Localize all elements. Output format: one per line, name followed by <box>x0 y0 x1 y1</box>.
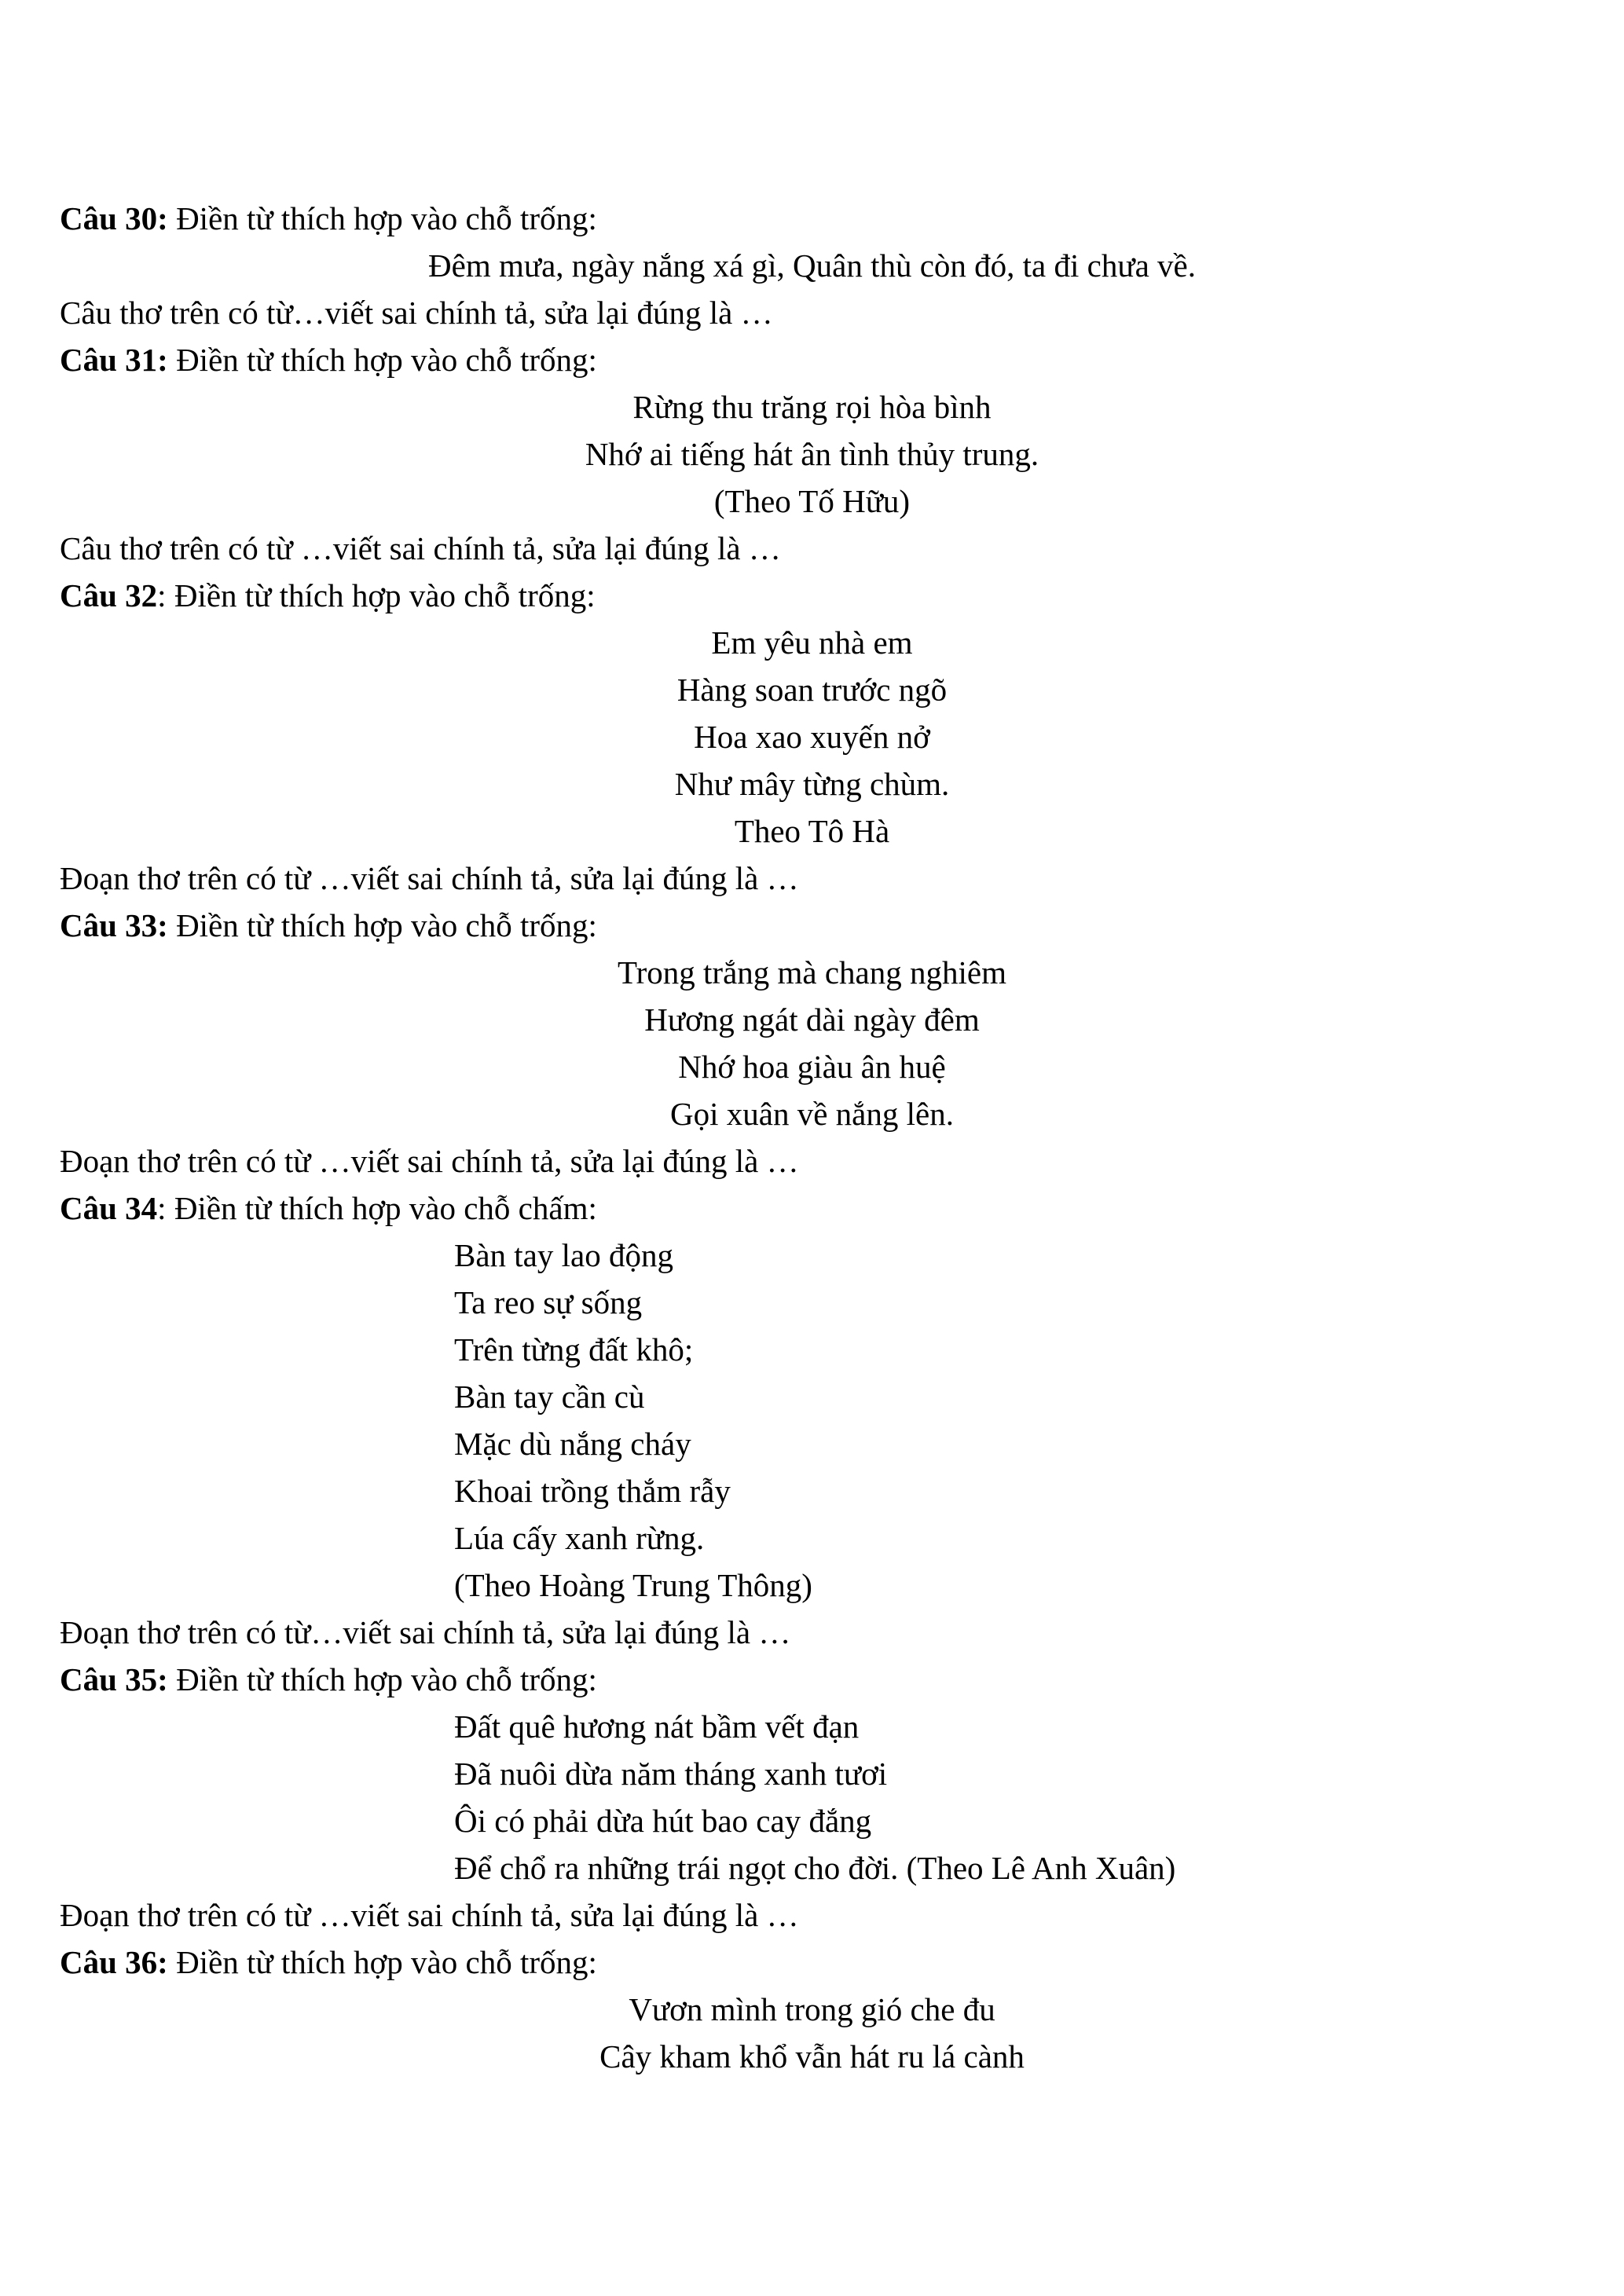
question-36-verse-line: Cây kham khổ vẫn hát ru lá cành <box>599 2038 1025 2074</box>
question-36-heading <box>60 1939 597 1986</box>
question-31-verse-line: Nhớ ai tiếng hát ân tình thủy trung. <box>585 436 1039 472</box>
question-32-prompt: : Điền từ thích hợp vào chỗ trống: <box>157 577 596 613</box>
question-32-verse-line: Như mây từng chùm. <box>674 766 950 802</box>
question-34-verse-line: Khoai trồng thắm rẫy <box>454 1473 731 1509</box>
question-31-answer-line: Câu thơ trên có từ …viết sai chính tả, sửa lại đúng là … <box>60 530 781 566</box>
question-32-answer-line: Đoạn thơ trên có từ …viết sai chính tả, sửa lại đúng là … <box>60 860 799 896</box>
question-33-prompt: Điền từ thích hợp vào chỗ trống: <box>167 907 597 943</box>
question-31-prompt: Điền từ thích hợp vào chỗ trống: <box>167 342 597 378</box>
question-35-verse-line: Đã nuôi dừa năm tháng xanh tươi <box>454 1756 888 1792</box>
question-34-heading <box>60 1185 597 1232</box>
question-32-verse-line: Em yêu nhà em <box>711 624 913 661</box>
question-34-source: (Theo Hoàng Trung Thông) <box>454 1567 812 1603</box>
question-31-heading <box>60 336 597 383</box>
question-30-prompt: Điền từ thích hợp vào chỗ trống: <box>167 200 597 236</box>
question-30-heading <box>60 195 597 242</box>
question-34-answer-line: Đoạn thơ trên có từ…viết sai chính tả, sửa lại đúng là … <box>60 1614 791 1650</box>
question-32-verse-line: Hàng soan trước ngõ <box>676 672 948 708</box>
question-34-verse-line: Ta reo sự sống <box>454 1284 643 1320</box>
question-33-verse-line: Nhớ hoa giàu ân huệ <box>678 1049 946 1085</box>
question-35-verse-line: Đất quê hương nát bầm vết đạn <box>454 1708 860 1745</box>
question-33-answer-line: Đoạn thơ trên có từ …viết sai chính tả, sửa lại đúng là … <box>60 1143 799 1179</box>
question-34-verse-line: Bàn tay cần cù <box>454 1379 645 1415</box>
question-35-label: Câu 35: <box>60 1661 168 1697</box>
question-36-verse-line: Vươn mình trong gió che đu <box>629 1991 995 2027</box>
question-36-prompt: Điền từ thích hợp vào chỗ trống: <box>167 1944 597 1980</box>
question-34-verse-line: Lúa cấy xanh rừng. <box>454 1520 705 1556</box>
question-31-verse-line: Rừng thu trăng rọi hòa bình <box>632 389 992 425</box>
question-33-heading <box>60 902 597 949</box>
question-35-answer-line: Đoạn thơ trên có từ …viết sai chính tả, sửa lại đúng là … <box>60 1897 799 1933</box>
question-32-verse-line: Hoa xao xuyến nở <box>694 719 930 755</box>
question-34-verse-line: Trên từng đất khô; <box>454 1331 694 1368</box>
question-33-label: Câu 33: <box>60 907 168 943</box>
question-33-verse-line: Hương ngát dài ngày đêm <box>644 1002 980 1038</box>
question-32-label: Câu 32 <box>60 577 158 613</box>
question-35-prompt: Điền từ thích hợp vào chỗ trống: <box>167 1661 597 1697</box>
question-30-label: Câu 30: <box>60 200 168 236</box>
question-35-verse-line: Để chổ ra những trái ngọt cho đời. (Theo Lê Anh Xuân) <box>454 1850 1176 1886</box>
question-33-verse-line: Gọi xuân về nắng lên. <box>670 1096 954 1132</box>
question-34-verse-line: Mặc dù nắng cháy <box>454 1426 691 1462</box>
question-35-heading <box>60 1656 597 1703</box>
question-34-verse-line: Bàn tay lao động <box>454 1237 673 1273</box>
question-35-verse-line: Ôi có phải dừa hút bao cay đắng <box>454 1803 872 1839</box>
question-34-label: Câu 34 <box>60 1190 158 1226</box>
question-31-label: Câu 31: <box>60 342 168 378</box>
question-32-source: Theo Tô Hà <box>734 813 890 849</box>
question-32-heading <box>60 572 596 619</box>
question-34-prompt: : Điền từ thích hợp vào chỗ chấm: <box>157 1190 597 1226</box>
question-36-label: Câu 36: <box>60 1944 168 1980</box>
question-31-source: (Theo Tố Hữu) <box>713 483 911 519</box>
question-33-verse-line: Trong trắng mà chang nghiêm <box>618 954 1006 991</box>
question-30-verse-line: Đêm mưa, ngày nắng xá gì, Quân thù còn đó, ta đi chưa về. <box>428 247 1196 284</box>
question-30-answer-line: Câu thơ trên có từ…viết sai chính tả, sửa lại đúng là … <box>60 295 773 331</box>
